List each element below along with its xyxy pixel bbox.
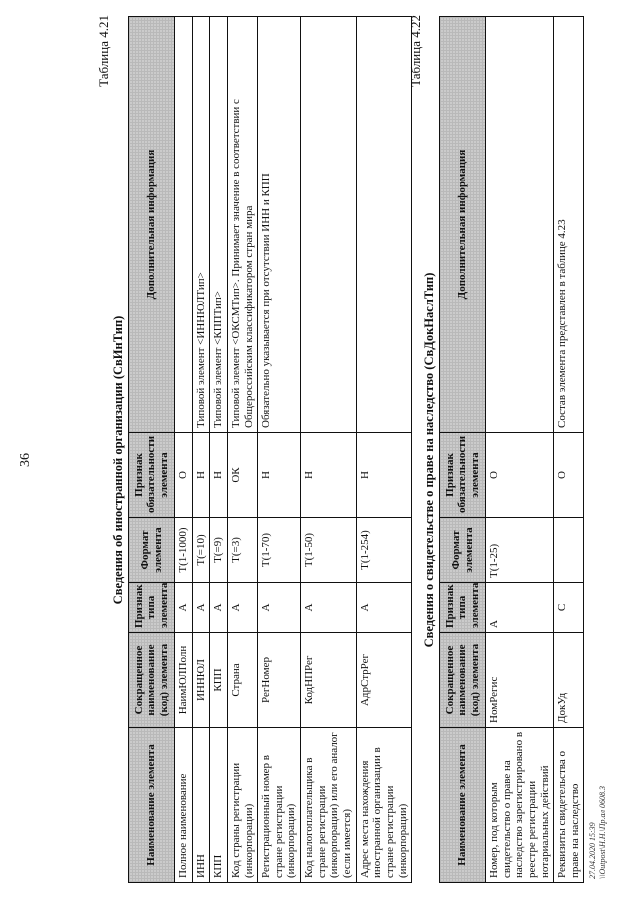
table-4-21 bbox=[128, 16, 412, 883]
cell-code: АдрСтрРег bbox=[356, 633, 412, 728]
cell-required: О bbox=[554, 433, 584, 518]
cell-format: T(=3) bbox=[227, 518, 257, 583]
cell-name: Номер, под которым свидетельство о праве на наследство зарегистрировано в реестре регистрации нотариальных действий bbox=[486, 728, 554, 883]
table-row bbox=[227, 17, 257, 883]
cell-required: О bbox=[486, 433, 554, 518]
header-cell: Признак типа элемента bbox=[440, 583, 486, 633]
cell-info bbox=[175, 17, 193, 433]
table-row bbox=[301, 17, 357, 883]
table-4-21-caption: Таблица 4.21 bbox=[96, 15, 111, 87]
cell-type: А bbox=[227, 583, 257, 633]
cell-required: Н bbox=[356, 433, 412, 518]
cell-format: T(1-25) bbox=[486, 518, 554, 583]
footer-path: \\Outpost\Н.Н.\Пр.ал 0608.3 bbox=[597, 785, 607, 879]
cell-info bbox=[356, 17, 412, 433]
header-cell: Сокращенное наименование (код) элемента bbox=[129, 633, 175, 728]
cell-type: А bbox=[301, 583, 357, 633]
cell-required: Н bbox=[301, 433, 357, 518]
table-row bbox=[554, 17, 584, 883]
cell-name: Адрес места нахождения иностранной организации в стране регистрации (инкорпорации) bbox=[356, 728, 412, 883]
header-cell: Формат элемента bbox=[440, 518, 486, 583]
header-cell: Признак обязательности элемента bbox=[440, 433, 486, 518]
cell-info: Обязательно указывается при отсутствии ИНН и КПП bbox=[258, 17, 301, 433]
cell-info bbox=[486, 17, 554, 433]
cell-format: T(1-70) bbox=[258, 518, 301, 583]
cell-type: А bbox=[356, 583, 412, 633]
cell-required: Н bbox=[210, 433, 228, 518]
cell-code: КодНПРег bbox=[301, 633, 357, 728]
cell-required: ОК bbox=[227, 433, 257, 518]
cell-type: А bbox=[486, 583, 554, 633]
table-4-22-title: Сведения о свидетельстве о праве на наследство (СвДокНаслТип) bbox=[422, 272, 436, 648]
cell-required: Н bbox=[192, 433, 210, 518]
cell-name: Полное наименование bbox=[175, 728, 193, 883]
cell-code: РегНомер bbox=[258, 633, 301, 728]
cell-format: T(=9) bbox=[210, 518, 228, 583]
header-cell: Дополнительная информация bbox=[440, 17, 486, 433]
table-4-22-caption: Таблица 4.22 bbox=[408, 15, 423, 87]
table-4-21-title: Сведения об иностранной организации (СвИнТип) bbox=[111, 315, 125, 605]
cell-name: Реквизиты свидетельства о праве на наследство bbox=[554, 728, 584, 883]
table-row bbox=[258, 17, 301, 883]
header-cell: Наименование элемента bbox=[440, 728, 486, 883]
cell-name: ИНН bbox=[192, 728, 210, 883]
table-row bbox=[175, 17, 193, 883]
table-row bbox=[192, 17, 210, 883]
cell-type: А bbox=[258, 583, 301, 633]
cell-code: ИННЮЛ bbox=[192, 633, 210, 728]
cell-code: ДокУд bbox=[554, 633, 584, 728]
cell-code: Страна bbox=[227, 633, 257, 728]
table-4-22 bbox=[439, 16, 584, 883]
cell-type: А bbox=[175, 583, 193, 633]
table-row bbox=[356, 17, 412, 883]
cell-required: Н bbox=[258, 433, 301, 518]
cell-info bbox=[301, 17, 357, 433]
cell-name: Регистрационный номер в стране регистрации (инкорпорации) bbox=[258, 728, 301, 883]
header-cell: Наименование элемента bbox=[129, 728, 175, 883]
cell-info: Состав элемента представлен в таблице 4.23 bbox=[554, 17, 584, 433]
footer-stamp bbox=[588, 786, 607, 879]
cell-format: T(1-254) bbox=[356, 518, 412, 583]
cell-name: КПП bbox=[210, 728, 228, 883]
cell-required: О bbox=[175, 433, 193, 518]
cell-format: T(=10) bbox=[192, 518, 210, 583]
cell-type: А bbox=[192, 583, 210, 633]
cell-info: Типовой элемент <КППТип> bbox=[210, 17, 228, 433]
page-number: 36 bbox=[18, 453, 33, 467]
cell-info: Типовой элемент <ОКСМТип>. Принимает значение в соответствии с Общероссийским классификатором стран мира bbox=[227, 17, 257, 433]
footer-date: 27.04.2020 15:39 bbox=[588, 822, 597, 879]
table-header-row bbox=[440, 17, 486, 883]
header-cell: Дополнительная информация bbox=[129, 17, 175, 433]
header-cell: Признак типа элемента bbox=[129, 583, 175, 633]
cell-format bbox=[554, 518, 584, 583]
table-header-row bbox=[129, 17, 175, 883]
cell-code: НомРегис bbox=[486, 633, 554, 728]
cell-format: T(1-1000) bbox=[175, 518, 193, 583]
header-cell: Сокращенное наименование (код) элемента bbox=[440, 633, 486, 728]
cell-name: Код страны регистрации (инкорпорации) bbox=[227, 728, 257, 883]
cell-type: А bbox=[210, 583, 228, 633]
cell-name: Код налогоплательщика в стране регистрации (инкорпорации) или его аналог (если имеется) bbox=[301, 728, 357, 883]
cell-code: КПП bbox=[210, 633, 228, 728]
table-row bbox=[210, 17, 228, 883]
header-cell: Формат элемента bbox=[129, 518, 175, 583]
cell-type: С bbox=[554, 583, 584, 633]
table-row bbox=[486, 17, 554, 883]
cell-format: T(1-50) bbox=[301, 518, 357, 583]
header-cell: Признак обязательности элемента bbox=[129, 433, 175, 518]
cell-code: НаимЮЛПолн bbox=[175, 633, 193, 728]
cell-info: Типовой элемент <ИННЮЛТип> bbox=[192, 17, 210, 433]
